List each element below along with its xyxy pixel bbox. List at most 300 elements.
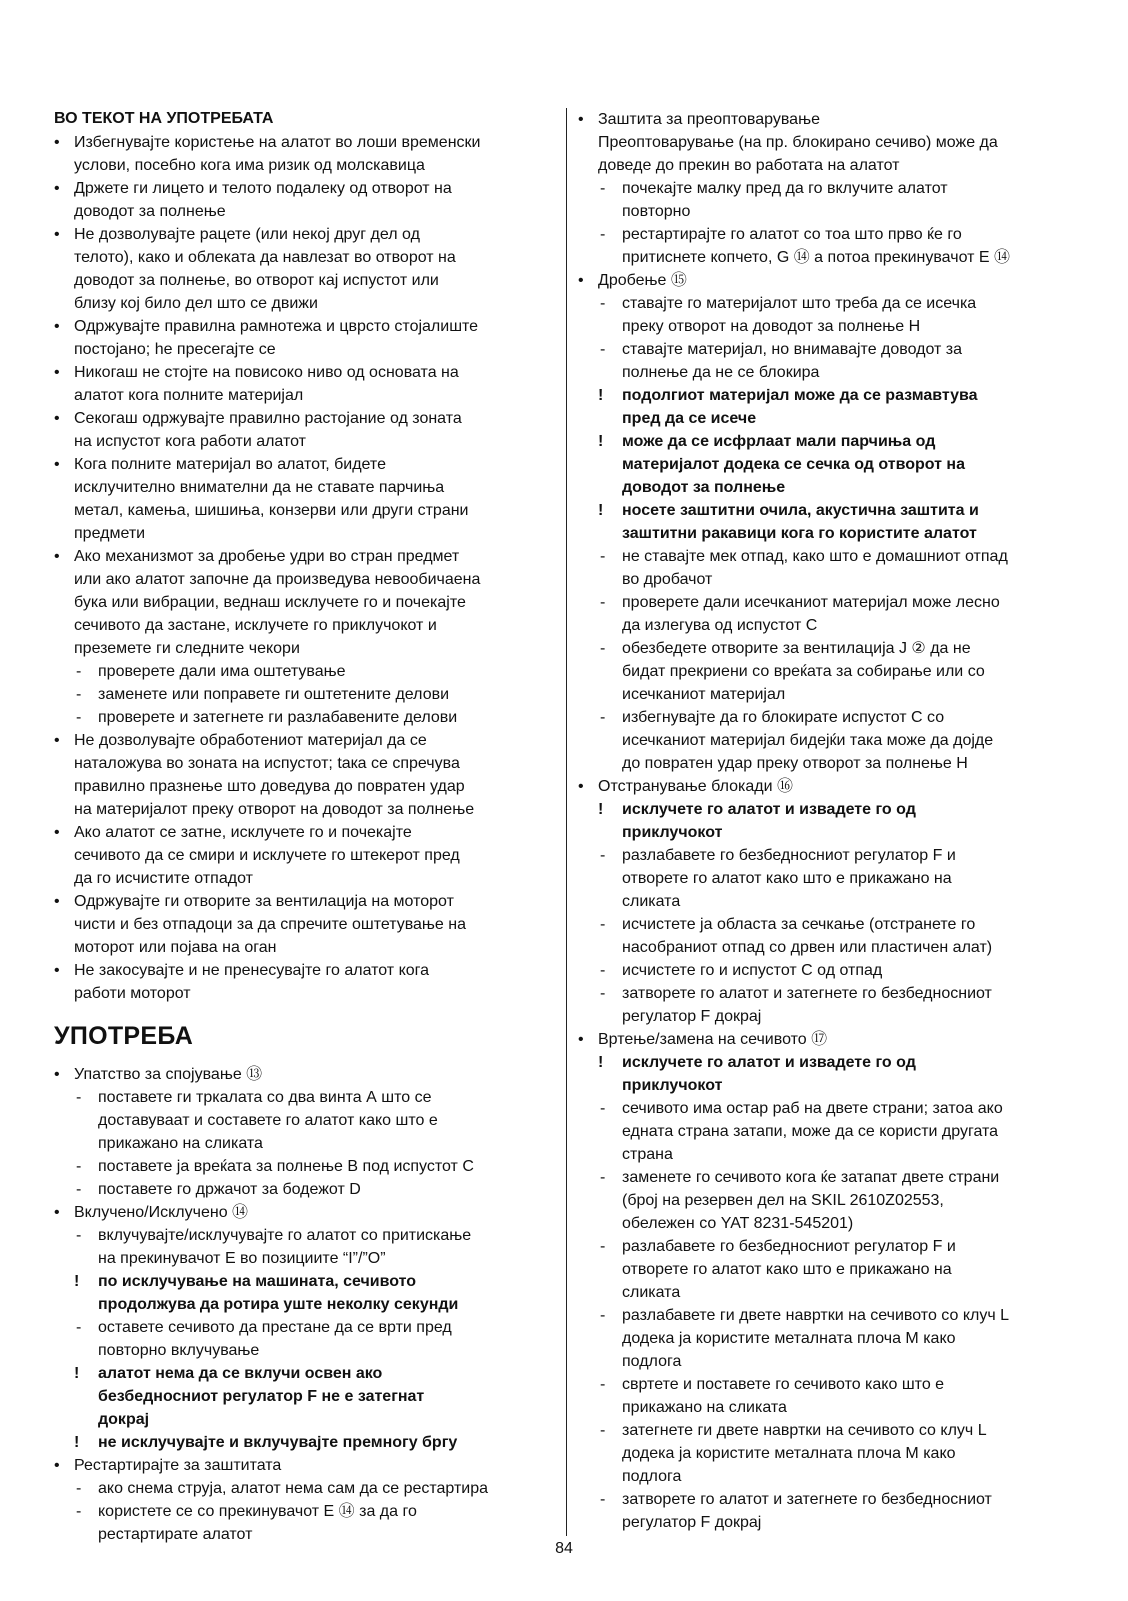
line-text: заменете го сечивото кога ќе затапат двете страни [622, 1169, 1000, 1186]
line-text: доводот за полнење [74, 203, 226, 220]
dash-item [578, 959, 1078, 982]
warning-item-continuation [578, 821, 1078, 844]
dash-item-continuation [578, 1281, 1078, 1304]
section-heading-during-use: ВО ТЕКОТ НА УПОТРЕБАТА [54, 110, 274, 127]
bullet-item-continuation [54, 752, 554, 775]
warning-item-continuation [578, 407, 1078, 430]
line-text: поставете ги тркалата со два винта А што се [98, 1089, 432, 1106]
line-text: обележен со YAT 8231-545201) [622, 1215, 854, 1232]
list-marker: • [54, 364, 60, 381]
dash-item-continuation [578, 568, 1078, 591]
line-text: продолжува да ротира уште неколку секунди [98, 1296, 459, 1313]
list-marker: • [54, 1457, 60, 1474]
line-text: исчистете ја областа за сечкање (отстранете го [622, 916, 976, 933]
line-text: Вклучено/Исклучено ⑭ [74, 1204, 249, 1221]
list-marker: • [54, 824, 60, 841]
line-text: услови, посебно кога има ризик од молскавица [74, 157, 425, 174]
dash-item-continuation [54, 1132, 554, 1155]
line-text: Одржувајте правилна рамнотежа и цврсто стојалиште [74, 318, 479, 335]
list-marker: - [76, 686, 82, 703]
list-marker: - [600, 1422, 606, 1439]
line-text: (број на резервен дел на SKIL 2610Z02553, [622, 1192, 944, 1209]
list-marker: ! [598, 433, 604, 450]
bullet-item [54, 959, 554, 982]
line-text: алатот кога полните материјал [74, 387, 304, 404]
list-marker: - [600, 1376, 606, 1393]
dash-item-continuation [578, 1511, 1078, 1534]
list-marker: ! [74, 1273, 80, 1290]
line-text: Ако алатот се затне, исклучете го и почекајте [74, 824, 412, 841]
line-text: отворете го алатот како што е прикажано на [622, 870, 952, 887]
line-text: проверете и затегнете ги разлабавените делови [98, 709, 458, 726]
list-marker: • [54, 410, 60, 427]
list-marker: • [54, 1066, 60, 1083]
bullet-item-continuation [54, 637, 554, 660]
right-list [578, 108, 1078, 1534]
dash-item-continuation [578, 1442, 1078, 1465]
dash-item-continuation [578, 867, 1078, 890]
dash-item-continuation [578, 614, 1078, 637]
bullet-item-continuation [54, 775, 554, 798]
line-text: повторно вклучување [98, 1342, 260, 1359]
list-marker: - [600, 226, 606, 243]
line-text: насобраниот отпад со дрвен или пластичен алат) [622, 939, 993, 956]
section-heading-use: УПОТРЕБА [54, 1022, 194, 1050]
bullet-item [54, 361, 554, 384]
list-marker: ! [598, 387, 604, 404]
list-marker: • [54, 226, 60, 243]
bullet-item-continuation [54, 269, 554, 292]
dash-item-continuation [578, 1258, 1078, 1281]
dash-item-continuation [578, 1396, 1078, 1419]
warning-item [578, 499, 1078, 522]
list-marker: • [54, 318, 60, 335]
bullet-item-continuation [54, 200, 554, 223]
list-marker: • [54, 893, 60, 910]
line-text: разлабавете ги двете навртки на сечивото со клуч L [622, 1307, 1010, 1324]
bullet-item [578, 1028, 1078, 1051]
list-marker: - [600, 1100, 606, 1117]
line-text: затегнете ги двете навртки на сечивото со клуч L [622, 1422, 987, 1439]
line-text: сликата [622, 1284, 681, 1301]
line-text: Преоптоварување (на пр. блокирано сечиво) може да [598, 134, 998, 151]
line-text: рестартирате алатот [98, 1526, 253, 1543]
line-text: близу кој било дел што се движи [74, 295, 318, 312]
line-text: до повратен удар преку отворот за полнење Н [622, 755, 968, 772]
list-marker: ! [598, 801, 604, 818]
dash-item-continuation [578, 1465, 1078, 1488]
dash-item-continuation [578, 683, 1078, 706]
bullet-item-continuation [54, 844, 554, 867]
line-text: предмети [74, 525, 146, 542]
line-text: Упатство за спојување ⑬ [74, 1066, 263, 1083]
line-text: подлога [622, 1353, 682, 1370]
dash-item [54, 1316, 554, 1339]
line-text: рестартирајте го алатот со тоа што прво ќе го [622, 226, 962, 243]
page-number: 84 [555, 1540, 573, 1557]
bullet-item-continuation [578, 154, 1078, 177]
dash-item-continuation [578, 1212, 1078, 1235]
dash-item [578, 338, 1078, 361]
dash-item-continuation [578, 1350, 1078, 1373]
line-text: подлога [622, 1468, 682, 1485]
list-marker: - [600, 847, 606, 864]
dash-item-continuation [578, 936, 1078, 959]
list-marker: ! [598, 1054, 604, 1071]
line-text: свртете и поставете го сечивото како што е [622, 1376, 945, 1393]
line-text: Не дозволувајте рацете (или некој друг дел од [74, 226, 420, 243]
line-text: материјалот додека се сечка од отворот на [622, 456, 965, 473]
line-text: исечканиот материјал бидејќи така може да дојде [622, 732, 994, 749]
line-text: полнење да не се блокира [622, 364, 820, 381]
dash-item [54, 1178, 554, 1201]
line-text: на материјалот преку отворот на доводот за полнење [74, 801, 475, 818]
line-text: не исклучувајте и вклучувајте премногу бргу [98, 1434, 458, 1451]
bullet-item-continuation [578, 131, 1078, 154]
line-text: пред да се исече [622, 410, 757, 427]
list-marker: ! [598, 502, 604, 519]
left-list-after [54, 1063, 554, 1546]
warning-item [578, 430, 1078, 453]
list-marker: - [76, 709, 82, 726]
line-text: сликата [622, 893, 681, 910]
line-text: разлабавете го безбедносниот регулатор F и [622, 1238, 956, 1255]
bullet-item [54, 131, 554, 154]
line-text: доставуваат и составете го алатот како што е [98, 1112, 438, 1129]
dash-item [578, 844, 1078, 867]
line-text: проверете дали исечканиот материјал може лесно [622, 594, 1000, 611]
warning-item [54, 1270, 554, 1293]
dash-item [54, 1155, 554, 1178]
bullet-item [54, 177, 554, 200]
list-marker: - [600, 1491, 606, 1508]
line-text: Држете ги лицето и телото подалеку од отворот на [74, 180, 452, 197]
line-text: повторно [622, 203, 691, 220]
line-text: почекајте малку пред да го вклучите алатот [622, 180, 948, 197]
line-text: избегнувајте да го блокирате испустот С со [622, 709, 945, 726]
line-text: вклучувајте/исклучувајте го алатот со притискање [98, 1227, 472, 1244]
line-text: сечивото да застане, исклучете го приклучокот и [74, 617, 437, 634]
bullet-item-continuation [54, 246, 554, 269]
list-marker: - [600, 985, 606, 1002]
line-text: алатот нема да се вклучи освен ако [98, 1365, 383, 1382]
line-text: обезбедете отворите за вентилација J ② да не [622, 640, 971, 657]
line-text: проверете дали има оштетување [98, 663, 346, 680]
line-text: преку отворот на доводот за полнење Н [622, 318, 921, 335]
line-text: страна [622, 1146, 673, 1163]
line-text: Никогаш не стојте на повисоко ниво од основата на [74, 364, 459, 381]
line-text: заштитни ракавици кога го користите алатот [622, 525, 977, 542]
dash-item [54, 1224, 554, 1247]
bullet-item-continuation [54, 476, 554, 499]
line-text: доведе до прекин во работата на алатот [598, 157, 900, 174]
dash-item-continuation [578, 752, 1078, 775]
line-text: заменете или поправете ги оштетените делови [98, 686, 450, 703]
dash-item [578, 1304, 1078, 1327]
bullet-item-continuation [54, 522, 554, 545]
warning-item [54, 1362, 554, 1385]
dash-item-continuation [578, 1327, 1078, 1350]
dash-item [578, 982, 1078, 1005]
dash-item [578, 591, 1078, 614]
dash-item [54, 683, 554, 706]
line-text: не ставајте мек отпад, како што е домашниот отпад [622, 548, 1008, 565]
line-text: носете заштитни очила, акустична заштита и [622, 502, 979, 519]
list-marker: - [76, 1158, 82, 1175]
line-text: моторот или појава на оган [74, 939, 277, 956]
list-marker: - [600, 1307, 606, 1324]
line-text: по исклучување на машината, сечивото [98, 1273, 417, 1290]
line-text: Рестартирајте за заштитата [74, 1457, 282, 1474]
line-text: користете се со прекинувачот Е ⑭ за да го [98, 1503, 417, 1520]
bullet-item-continuation [54, 154, 554, 177]
dash-item-continuation [578, 1143, 1078, 1166]
dash-item-continuation [578, 660, 1078, 683]
list-marker: • [54, 548, 60, 565]
line-text: ако снема струја, алатот нема сам да се рестартира [98, 1480, 489, 1497]
bullet-item-continuation [54, 982, 554, 1005]
dash-item [578, 1488, 1078, 1511]
bullet-item [578, 269, 1078, 292]
dash-item [578, 223, 1078, 246]
line-text: Ако механизмот за дробење удри во стран предмет [74, 548, 460, 565]
bullet-item [54, 545, 554, 568]
list-marker: ! [74, 1365, 80, 1382]
list-marker: - [600, 295, 606, 312]
dash-item-continuation [54, 1247, 554, 1270]
list-marker: - [76, 1181, 82, 1198]
line-text: да излегува од испустот С [622, 617, 818, 634]
dash-item [578, 545, 1078, 568]
dash-item-continuation [54, 1339, 554, 1362]
dash-item-continuation [578, 361, 1078, 384]
dash-item [578, 177, 1078, 200]
bullet-item [54, 729, 554, 752]
line-text: Избегнувајте користење на алатот во лоши временски [74, 134, 481, 151]
bullet-item-continuation [54, 867, 554, 890]
bullet-item [54, 890, 554, 913]
list-marker: • [578, 111, 584, 128]
line-text: приклучокот [622, 824, 723, 841]
line-text: доводот за полнење, во отворот кај испустот или [74, 272, 439, 289]
line-text: регулатор F докрај [622, 1514, 762, 1531]
list-marker: • [54, 732, 60, 749]
line-text: чисти и без отпадоци за да спречите оштетување на [74, 916, 467, 933]
list-marker: - [76, 1227, 82, 1244]
line-text: додека ја користите металната плоча М како [622, 1330, 956, 1347]
warning-item-continuation [54, 1385, 554, 1408]
list-marker: - [600, 962, 606, 979]
list-marker: - [600, 1238, 606, 1255]
bullet-item [54, 1454, 554, 1477]
line-text: Дробење ⑮ [598, 272, 687, 289]
list-marker: - [600, 1169, 606, 1186]
line-text: исчистете го и испустот С од отпад [622, 962, 883, 979]
line-text: Вртење/замена на сечивото ⑰ [598, 1031, 828, 1048]
bullet-item [54, 315, 554, 338]
dash-item [578, 1373, 1078, 1396]
dash-item-continuation [578, 1120, 1078, 1143]
dash-item [578, 1097, 1078, 1120]
line-text: разлабавете го безбедносниот регулатор F и [622, 847, 956, 864]
dash-item [54, 1086, 554, 1109]
line-text: на испустот кога работи алатот [74, 433, 306, 450]
list-marker: • [578, 778, 584, 795]
bullet-item [54, 407, 554, 430]
dash-item [578, 1166, 1078, 1189]
bullet-item-continuation [54, 384, 554, 407]
dash-item [578, 292, 1078, 315]
line-text: на прекинувачот Е во позициите “I”/”O” [98, 1250, 386, 1267]
list-marker: - [600, 594, 606, 611]
line-text: регулатор F докрај [622, 1008, 762, 1025]
line-text: Не закосувајте и не пренесувајте го алатот кога [74, 962, 430, 979]
line-text: сечивото да се смири и исклучете го штекерот пред [74, 847, 460, 864]
dash-item-continuation [578, 1189, 1078, 1212]
line-text: едната страна затапи, може да се користи другата [622, 1123, 999, 1140]
line-text: ставајте го материјалот што треба да се исечка [622, 295, 977, 312]
line-text: исклучително внимателни да не ставате парчиња [74, 479, 445, 496]
dash-item-continuation [578, 246, 1078, 269]
line-text: исклучете го алатот и извадете го од [622, 801, 916, 818]
line-text: докрај [98, 1411, 150, 1428]
warning-item [54, 1431, 554, 1454]
warning-item-continuation [54, 1293, 554, 1316]
dash-item [578, 1235, 1078, 1258]
warning-item-continuation [54, 1408, 554, 1431]
list-marker: • [54, 456, 60, 473]
list-marker: • [578, 272, 584, 289]
bullet-item-continuation [54, 338, 554, 361]
column-divider [566, 108, 567, 1536]
line-text: постојано; he пресегајте се [74, 341, 276, 358]
dash-item [578, 913, 1078, 936]
list-marker: - [76, 1319, 82, 1336]
dash-item-continuation [578, 729, 1078, 752]
line-text: оставете сечивото да престане да се врти пред [98, 1319, 452, 1336]
line-text: телото), како и облеката да навлезат во отворот на [74, 249, 456, 266]
line-text: подолгиот материјал може да се размавтува [622, 387, 978, 404]
list-marker: - [76, 1480, 82, 1497]
line-text: прикажано на сликата [98, 1135, 263, 1152]
warning-item [578, 384, 1078, 407]
warning-item-continuation [578, 522, 1078, 545]
bullet-item-continuation [54, 591, 554, 614]
line-text: или ако алатот започне да произведува невообичаена [74, 571, 481, 588]
line-text: притиснете копчето, G ⑭ а потоа прекинувачот Е ⑭ [622, 249, 1011, 266]
dash-item [578, 1419, 1078, 1442]
warning-item [578, 798, 1078, 821]
list-marker: • [54, 962, 60, 979]
list-marker: - [600, 640, 606, 657]
list-marker: - [76, 1089, 82, 1106]
bullet-item [54, 1201, 554, 1224]
line-text: затворете го алатот и затегнете го безбедносниот [622, 1491, 992, 1508]
bullet-item-continuation [54, 568, 554, 591]
line-text: Отстранување блокади ⑯ [598, 778, 793, 795]
line-text: Секогаш одржувајте правилно растојание од зоната [74, 410, 462, 427]
bullet-item-continuation [54, 614, 554, 637]
line-text: Одржувајте ги отворите за вентилација на моторот [74, 893, 454, 910]
warning-item-continuation [578, 1074, 1078, 1097]
dash-item [54, 706, 554, 729]
right-column [578, 108, 1078, 1534]
line-text: преземете ги следните чекори [74, 640, 300, 657]
bullet-item [578, 108, 1078, 131]
bullet-item [54, 453, 554, 476]
warning-item [578, 1051, 1078, 1074]
line-text: Заштита за преоптоварување [598, 111, 820, 128]
line-text: прикажано на сликата [622, 1399, 787, 1416]
line-text: затворете го алатот и затегнете го безбедносниот [622, 985, 992, 1002]
line-text: правилно празнење што доведува до повратен удар [74, 778, 465, 795]
dash-item-continuation [54, 1109, 554, 1132]
bullet-item [54, 821, 554, 844]
line-text: работи моторот [74, 985, 191, 1002]
list-marker: • [578, 1031, 584, 1048]
line-text: Кога полните материјал во алатот, бидете [74, 456, 386, 473]
left-list-before [54, 131, 554, 1005]
line-text: поставете ја вреќата за полнење В под испустот С [98, 1158, 474, 1175]
list-marker: - [600, 709, 606, 726]
bullet-item-continuation [54, 913, 554, 936]
line-text: може да се исфрлаат мали парчиња од [622, 433, 936, 450]
bullet-item [578, 775, 1078, 798]
bullet-item-continuation [54, 499, 554, 522]
list-marker: - [600, 548, 606, 565]
line-text: поставете го држачот за бодежот D [98, 1181, 361, 1198]
list-marker: ! [74, 1434, 80, 1451]
line-text: исечканиот материјал [622, 686, 786, 703]
dash-item [54, 660, 554, 683]
line-text: безбедносниот регулатор F не е затегнат [98, 1388, 425, 1405]
dash-item [578, 637, 1078, 660]
list-marker: - [600, 916, 606, 933]
list-marker: - [76, 663, 82, 680]
bullet-item-continuation [54, 430, 554, 453]
bullet-item-continuation [54, 798, 554, 821]
bullet-item [54, 1063, 554, 1086]
list-marker: - [600, 341, 606, 358]
line-text: доводот за полнење [622, 479, 786, 496]
line-text: Не дозволувајте обработениот материјал да се [74, 732, 427, 749]
bullet-item [54, 223, 554, 246]
dash-item-continuation [578, 315, 1078, 338]
bullet-item-continuation [54, 936, 554, 959]
dash-item [54, 1500, 554, 1523]
list-marker: • [54, 134, 60, 151]
line-text: наталожува во зоната на испустот; taкa ce спречува [74, 755, 460, 772]
line-text: сечивото има остар раб на двете страни; затоа ако [622, 1100, 1003, 1117]
dash-item [578, 706, 1078, 729]
line-text: ставајте материјал, но внимавајте доводот за [622, 341, 963, 358]
list-marker: • [54, 180, 60, 197]
line-text: отворете го алатот како што е прикажано на [622, 1261, 952, 1278]
dash-item [54, 1477, 554, 1500]
line-text: приклучокот [622, 1077, 723, 1094]
line-text: исклучете го алатот и извадете го од [622, 1054, 916, 1071]
list-marker: - [76, 1503, 82, 1520]
bullet-item-continuation [54, 292, 554, 315]
dash-item-continuation [578, 890, 1078, 913]
dash-item-continuation [578, 1005, 1078, 1028]
dash-item-continuation [578, 200, 1078, 223]
line-text: додека ја користите металната плоча М како [622, 1445, 956, 1462]
list-marker: - [600, 180, 606, 197]
warning-item-continuation [578, 476, 1078, 499]
line-text: во дробачот [622, 571, 713, 588]
list-marker: • [54, 1204, 60, 1221]
